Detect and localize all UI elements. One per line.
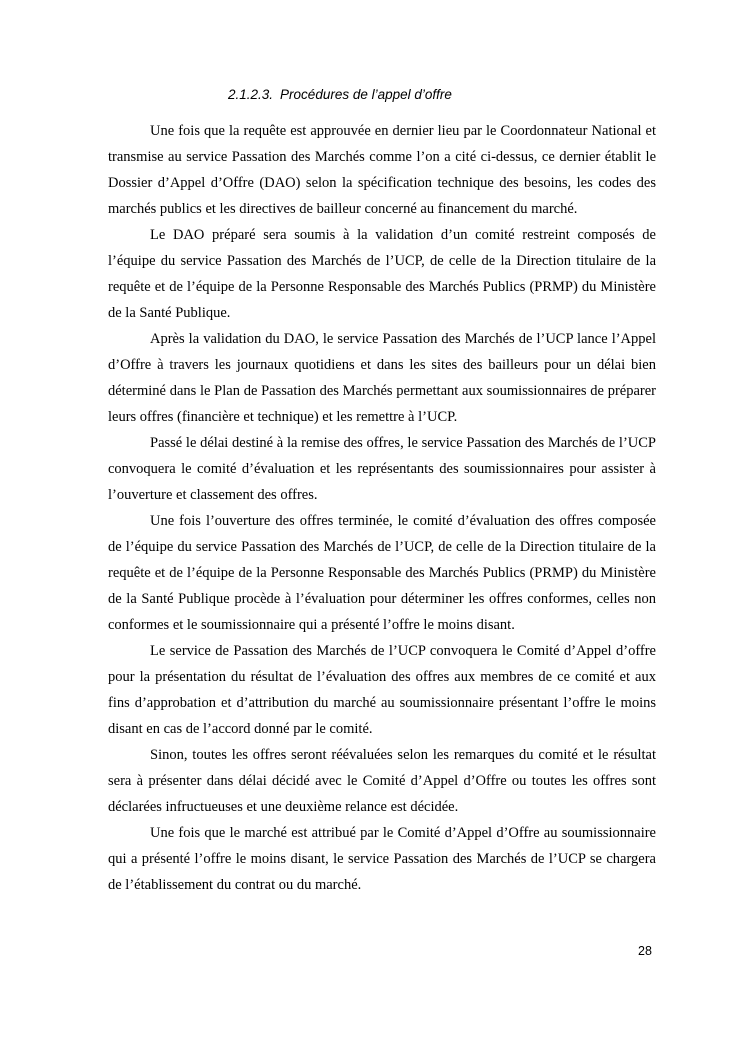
body-text — [108, 118, 656, 898]
paragraph: Le DAO préparé sera soumis à la validation d’un comité restreint composés de l’équipe du service Passation des Marchés de l’UCP, de celle de la Direction titulaire de la requête et de l’équipe de la Personne Responsable des Marchés Publics (PRMP) du Ministère de la Santé Publique. — [108, 227, 656, 321]
paragraph: Après la validation du DAO, le service Passation des Marchés de l’UCP lance l’Appel d’Offre à travers les journaux quotidiens et dans les sites des bailleurs pour un délai bien déterminé dans le Plan de Passation des Marchés permettant aux soumissionnaires de préparer leurs offres (financière et technique) et les remettre à l’UCP. — [108, 331, 656, 425]
page-number: 28 — [638, 944, 652, 958]
paragraph: Sinon, toutes les offres seront réévaluées selon les remarques du comité et le résultat sera à présenter dans délai décidé avec le Comité d’Appel d’Offre ou toutes les offres sont déclarées infructueuses et une deuxième relance est décidée. — [108, 747, 656, 815]
section-number: 2.1.2.3. — [228, 87, 274, 102]
section-heading — [228, 87, 452, 102]
paragraph: Une fois que la requête est approuvée en dernier lieu par le Coordonnateur National et transmise au service Passation des Marchés comme l’on a cité ci-dessus, ce dernier établit le Dossier d’Appel d’Offre (DAO) selon la spécification technique des besoins, les codes des marchés publics et les directives de bailleur concerné au financement du marché. — [108, 123, 656, 217]
paragraph: Une fois l’ouverture des offres terminée, le comité d’évaluation des offres composée de l’équipe du service Passation des Marchés de l’UCP, de celle de la Direction titulaire de la requête et de l’équipe de la Personne Responsable des Marchés Publics (PRMP) du Ministère de la Santé Publique procède à l’évaluation pour déterminer les offres conformes, celles non conformes et le soumissionnaire qui a présenté l’offre le moins disant. — [108, 513, 656, 633]
paragraph: Une fois que le marché est attribué par le Comité d’Appel d’Offre au soumissionnaire qui a présenté l’offre le moins disant, le service Passation des Marchés de l’UCP se chargera de l’établissement du contrat ou du marché. — [108, 825, 656, 893]
paragraph: Passé le délai destiné à la remise des offres, le service Passation des Marchés de l’UCP convoquera le comité d’évaluation et les représentants des soumissionnaires pour assister à l’ouverture et classement des offres. — [108, 435, 656, 503]
paragraph: Le service de Passation des Marchés de l’UCP convoquera le Comité d’Appel d’offre pour la présentation du résultat de l’évaluation des offres aux membres de ce comité et aux fins d’approbation et d’attribution du marché au soumissionnaire présentant l’offre le moins disant en cas de l’accord donné par le comité. — [108, 643, 656, 737]
section-title: Procédures de l’appel d’offre — [280, 87, 452, 102]
